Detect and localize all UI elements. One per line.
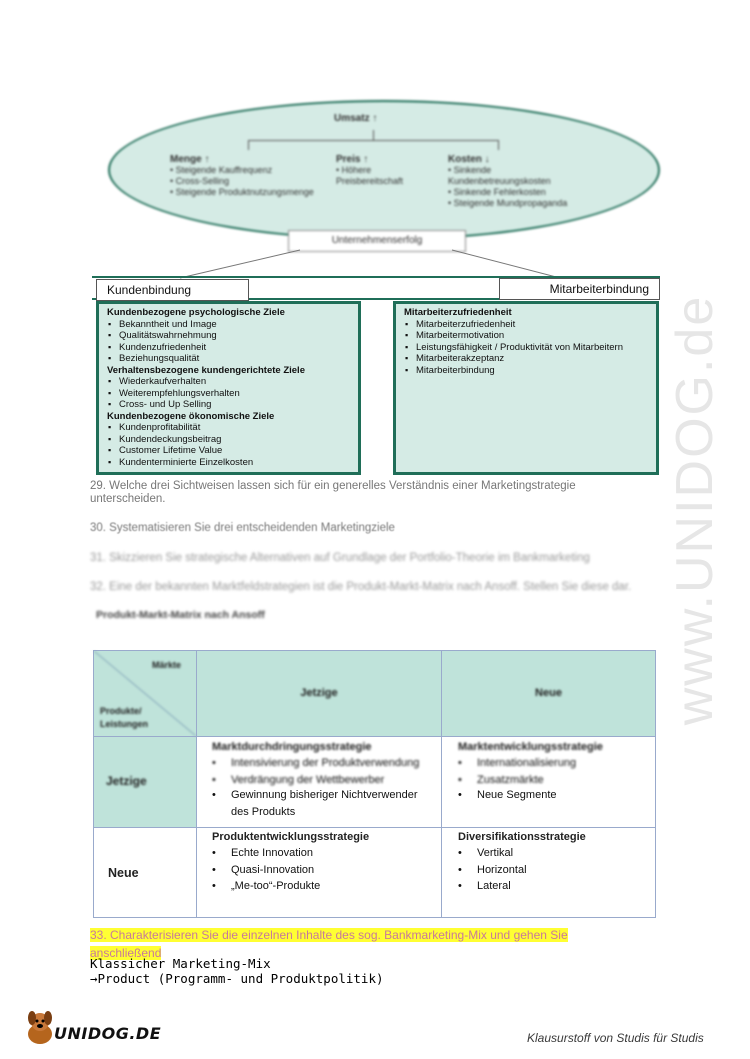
list-item: • Horizontal: [458, 862, 648, 879]
list-item: ▪ Weiterempfehlungsverhalten: [119, 388, 350, 400]
list-item: • Lateral: [458, 878, 648, 895]
list-item: • Intensivierung der Produktverwendung: [212, 755, 438, 772]
col-header-neue: Neue: [535, 687, 562, 699]
row-header-neue: Neue: [108, 866, 139, 880]
list-item: ▪ Kundenzufriedenheit: [119, 342, 350, 354]
customer-goals-box: [96, 301, 361, 475]
list-item: ▪ Kundenprofitabilität: [119, 422, 350, 434]
group-title: Mitarbeiterzufriedenheit: [404, 307, 512, 318]
list-item: ▪ Mitarbeiterbindung: [416, 365, 648, 377]
watermark-text: www.UNIDOG.de: [666, 294, 724, 726]
cell-market-development-rest: [458, 787, 648, 804]
success-box: Unternehmenserfolg: [288, 230, 466, 252]
body-line-2: →Product (Programm- und Produktpolitik): [90, 971, 384, 986]
list-item: • Echte Innovation: [212, 845, 438, 862]
list-item: ▪ Customer Lifetime Value: [119, 445, 350, 457]
footer-tagline: Klausurstoff von Studis für Studis: [527, 1031, 704, 1045]
dog-icon: [22, 1010, 58, 1048]
cell-market-penetration-rest: [212, 787, 438, 820]
corner-markets-label: Märkte: [152, 660, 182, 670]
employee-goals-box: [393, 301, 659, 475]
diagram-column-preis: Preis ↑ • Höhere Preisbereitschaft: [336, 154, 404, 186]
list-item: ▪ Kundenterminierte Einzelkosten: [119, 457, 350, 469]
list-item: ▪ Mitarbeiterakzeptanz: [416, 353, 648, 365]
mitarbeiterbindung-label: Mitarbeiterbindung: [499, 278, 660, 300]
list-item: • „Me-too“-Produkte: [212, 878, 438, 895]
col-header-jetzige: Jetzige: [300, 687, 338, 699]
list-item: • Gewinnung bisheriger Nichtverwender des Produkts: [212, 787, 438, 820]
matrix-caption: Produkt-Markt-Matrix nach Ansoff: [96, 609, 265, 621]
group-title: Kundenbezogene psychologische Ziele: [107, 307, 285, 318]
group-title: Verhaltensbezogene kundengerichtete Ziele: [107, 364, 305, 376]
list-item: ▪ Mitarbeitermotivation: [416, 330, 648, 342]
list-item: ▪ Cross- und Up Selling: [119, 399, 350, 411]
list-item: • Quasi-Innovation: [212, 862, 438, 879]
cell-product-development: Produktentwicklungsstrategie • Echte Innovation • Quasi-Innovation • „Me-too“-Produkte: [212, 829, 438, 895]
question-33: 33. Charakterisieren Sie die einzelnen Inhalte des sog. Bankmarketing-Mix und gehen Sie anschließend: [90, 928, 568, 960]
list-item: • Neue Segmente: [458, 787, 648, 804]
list-item: ▪ Wiederkaufverhalten: [119, 376, 350, 388]
group-title: Kundenbezogene ökonomische Ziele: [107, 410, 275, 422]
question-32: 32. Eine der bekannten Marktfeldstrategien ist die Produkt-Markt-Matrix nach Ansoff. Stellen Sie diese dar.: [90, 581, 632, 593]
list-item: • Internationalisierung: [458, 755, 648, 772]
diagram-column-menge: Menge ↑ • Steigende Kauffrequenz • Cross-Selling • Steigende Produktnutzungsmenge: [170, 154, 314, 197]
connector-lines: [0, 0, 750, 300]
unidog-logo[interactable]: [20, 1010, 180, 1050]
list-item: ▪ Bekanntheit und Image: [119, 319, 350, 331]
cell-market-penetration: Marktdurchdringungsstrategie • Intensivierung der Produktverwendung • Verdrängung der Wettbewerber: [212, 739, 438, 788]
list-item: • Zusatzmärkte: [458, 772, 648, 789]
list-item: ▪ Kundendeckungsbeitrag: [119, 434, 350, 446]
list-item: ▪ Leistungsfähigkeit / Produktivität von Mitarbeitern: [416, 342, 648, 354]
list-item: ▪ Qualitätswahrnehmung: [119, 330, 350, 342]
list-item: ▪ Beziehungsqualität: [119, 353, 350, 365]
list-item: • Vertikal: [458, 845, 648, 862]
row-header-jetzige: Jetzige: [106, 774, 147, 788]
list-item: ▪ Mitarbeiterzufriedenheit: [416, 319, 648, 331]
revenue-label: Umsatz ↑: [334, 113, 378, 124]
list-item: • Verdrängung der Wettbewerber: [212, 772, 438, 789]
corner-products-label: Produkte/ Leistungen: [100, 706, 149, 729]
logo-text: UNIDOG.DE: [54, 1024, 162, 1043]
ansoff-matrix: [93, 650, 656, 918]
question-31: 31. Skizzieren Sie strategische Alternativen auf Grundlage der Portfolio-Theorie im Bankmarketing: [90, 552, 590, 564]
cell-market-development: Marktentwicklungsstrategie • Internationalisierung • Zusatzmärkte: [458, 739, 648, 788]
question-30: 30. Systematisieren Sie drei entscheidenden Marketingziele: [90, 522, 395, 534]
question-29: 29. Welche drei Sichtweisen lassen sich für ein generelles Verständnis einer Marketingstrategie unterscheiden.: [90, 480, 576, 505]
kundenbindung-label: Kundenbindung: [96, 279, 249, 301]
body-line-1: Klassicher Marketing-Mix: [90, 956, 271, 971]
cell-diversification: Diversifikationsstrategie • Vertikal • Horizontal • Lateral: [458, 829, 648, 895]
diagram-column-kosten: Kosten ↓ • Sinkende Kundenbetreuungskosten • Sinkende Fehlerkosten • Steigende Mundpropaganda: [448, 154, 568, 208]
